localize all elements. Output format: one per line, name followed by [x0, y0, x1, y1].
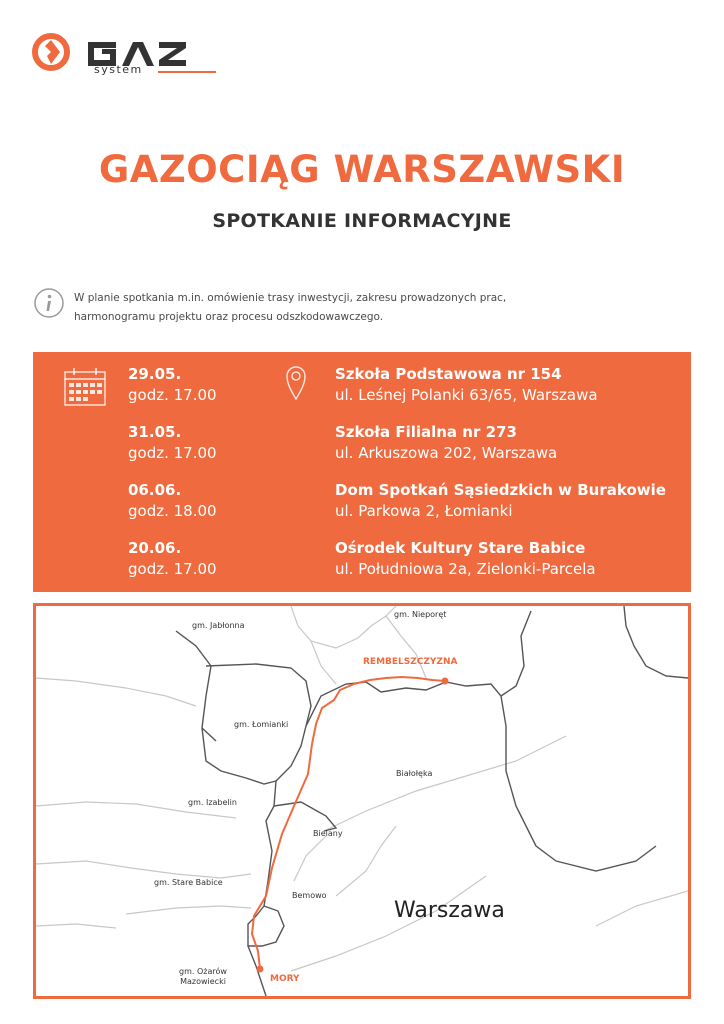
meeting-description-line: harmonogramu projektu oraz procesu odszkodowawczego.	[74, 311, 384, 323]
map-label-stare-babice: gm. Stare Babice	[154, 878, 223, 887]
meeting-description	[74, 289, 594, 327]
route-endpoint-mory	[257, 966, 264, 973]
info-icon	[33, 287, 65, 319]
map-label-jablonna: gm. Jabłonna	[192, 621, 245, 630]
logo-subtext: system	[94, 63, 143, 76]
calendar-icon	[63, 367, 107, 407]
map-label-izabelin: gm. Izabelin	[188, 798, 237, 807]
pipeline-route-map	[33, 603, 691, 999]
map-label-nieporet: gm. Nieporęt	[394, 610, 447, 619]
events-panel	[33, 352, 691, 592]
event-venue: Dom Spotkań Sąsiedzkich w Burakowie	[335, 481, 666, 499]
event-time: godz. 17.00	[128, 386, 217, 404]
event-time: godz. 18.00	[128, 502, 217, 520]
meeting-description-line: W planie spotkania m.in. omówienie trasy inwestycji, zakresu prowadzonych prac,	[74, 292, 507, 304]
event-address: ul. Parkowa 2, Łomianki	[335, 502, 513, 520]
event-address: ul. Południowa 2a, Zielonki-Parcela	[335, 560, 596, 578]
event-date: 31.05.	[128, 423, 182, 441]
gaz-system-logo	[32, 32, 222, 80]
event-venue: Ośrodek Kultury Stare Babice	[335, 539, 586, 557]
location-pin-icon	[285, 365, 307, 401]
event-address: ul. Leśnej Polanki 63/65, Warszawa	[335, 386, 598, 404]
event-address: ul. Arkuszowa 202, Warszawa	[335, 444, 558, 462]
page-subtitle: SPOTKANIE INFORMACYJNE	[212, 210, 512, 232]
map-label-bielany: Bielany	[313, 829, 343, 838]
map-label-bemowo: Bemowo	[292, 891, 327, 900]
map-label-rembelszczyzna: REMBELSZCZYZNA	[363, 657, 458, 667]
map-label-ozarow-line: Mazowiecki	[180, 977, 226, 986]
event-time: godz. 17.00	[128, 560, 217, 578]
page-title: GAZOCIĄG WARSZAWSKI	[98, 148, 626, 191]
map-label-warszawa: Warszawa	[394, 898, 505, 923]
event-date: 06.06.	[128, 481, 182, 499]
map-label-ozarow	[160, 967, 246, 987]
event-date: 20.06.	[128, 539, 182, 557]
map-label-mory: MORY	[270, 974, 300, 984]
event-venue: Szkoła Filialna nr 273	[335, 423, 517, 441]
route-endpoint-rembelszczyzna	[442, 678, 449, 685]
minor-boundaries	[36, 606, 688, 971]
map-label-bialoleka: Białołęka	[396, 769, 433, 778]
event-date: 29.05.	[128, 365, 182, 383]
map-label-ozarow-line: gm. Ożarów	[179, 967, 227, 976]
event-time: godz. 17.00	[128, 444, 217, 462]
map-label-lomianki: gm. Łomianki	[234, 720, 289, 729]
event-venue: Szkoła Podstawowa nr 154	[335, 365, 562, 383]
